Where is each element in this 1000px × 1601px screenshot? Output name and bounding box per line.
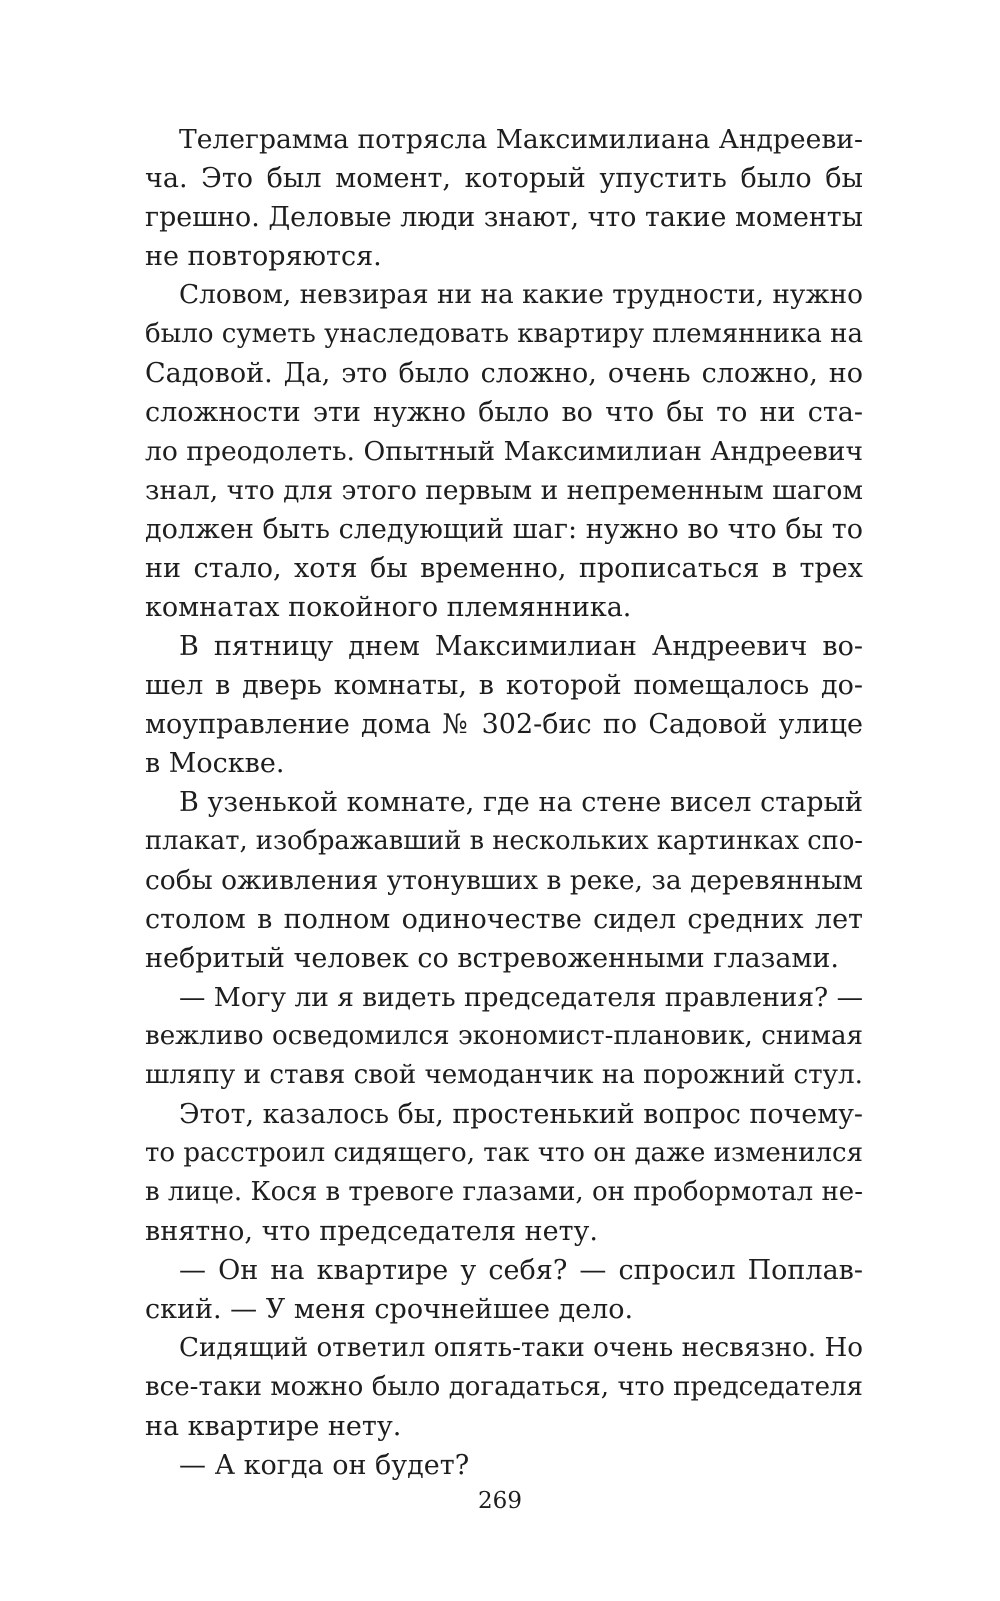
text-line: на квартире нету.: [145, 1411, 402, 1442]
text-line: ло преодолеть. Опытный Максимилиан Андреевич: [145, 436, 863, 467]
text-line: ча. Это был момент, который упустить было бы: [145, 163, 863, 194]
text-line: — Могу ли я видеть председателя правления? —: [179, 982, 863, 1013]
text-line: не повторяются.: [145, 241, 382, 272]
paragraph: [145, 1251, 863, 1329]
text-line: моуправление дома № 302-бис по Садовой улице: [145, 709, 863, 740]
text-line: шел в дверь комнаты, в которой помещалось до-: [145, 670, 863, 701]
text-line: было суметь унаследовать квартиру племянника на: [145, 319, 863, 349]
page-number: 269: [478, 1488, 522, 1514]
text-line: то расстроил сидящего, так что он даже изменился: [145, 1138, 863, 1168]
text-line: шляпу и ставя свой чемоданчик на порожний стул.: [145, 1060, 863, 1090]
text-line: в Москве.: [145, 748, 285, 779]
paragraph: [145, 1446, 863, 1485]
paragraph: [145, 978, 863, 1095]
text-line: Садовой. Да, это было сложно, очень сложно, но: [145, 358, 863, 389]
text-line: сложности эти нужно было во что бы то ни ста-: [145, 397, 863, 428]
text-line: В пятницу днем Максимилиан Андреевич во-: [179, 631, 863, 662]
text-line: Сидящий ответил опять-таки очень несвязно. Но: [179, 1333, 863, 1363]
text-line: Телеграмма потрясла Максимилиана Андрееви-: [179, 124, 863, 155]
text-line: В узенькой комнате, где на стене висел старый: [179, 787, 863, 818]
text-line: в лице. Кося в тревоге глазами, он пробормотал не-: [145, 1177, 863, 1207]
text-line: вежливо осведомился экономист-плановик, снимая: [145, 1021, 863, 1051]
text-line: внятно, что председателя нету.: [145, 1216, 598, 1247]
text-line: знал, что для этого первым и непременным шагом: [145, 475, 863, 506]
paragraph: [145, 627, 863, 783]
text-line: ни стало, хотя бы временно, прописаться в трех: [145, 553, 863, 584]
paragraph: [145, 1095, 863, 1251]
body-text: [145, 120, 863, 1485]
text-line: столом в полном одиночестве сидел средних лет: [145, 904, 863, 935]
text-line: Словом, невзирая ни на какие трудности, нужно: [179, 280, 863, 310]
paragraph: [145, 1329, 863, 1446]
text-line: все-таки можно было догадаться, что председателя: [145, 1372, 863, 1402]
paragraph: [145, 120, 863, 276]
text-line: небритый человек со встревоженными глазами.: [145, 943, 839, 974]
text-line: — А когда он будет?: [179, 1450, 470, 1481]
text-line: ский. — У меня срочнейшее дело.: [145, 1294, 634, 1325]
text-line: грешно. Деловые люди знают, что такие моменты: [145, 202, 863, 233]
text-line: плакат, изображавший в нескольких картинках спо-: [145, 826, 863, 856]
text-line: собы оживления утонувших в реке, за деревянным: [145, 865, 863, 896]
paragraph: [145, 276, 863, 627]
paragraph: [145, 783, 863, 978]
text-line: — Он на квартире у себя? — спросил Поплав-: [179, 1255, 863, 1286]
text-line: должен быть следующий шаг: нужно во что бы то: [145, 514, 863, 545]
text-line: комнатах покойного племянника.: [145, 592, 632, 623]
text-line: Этот, казалось бы, простенький вопрос почему-: [179, 1099, 863, 1130]
